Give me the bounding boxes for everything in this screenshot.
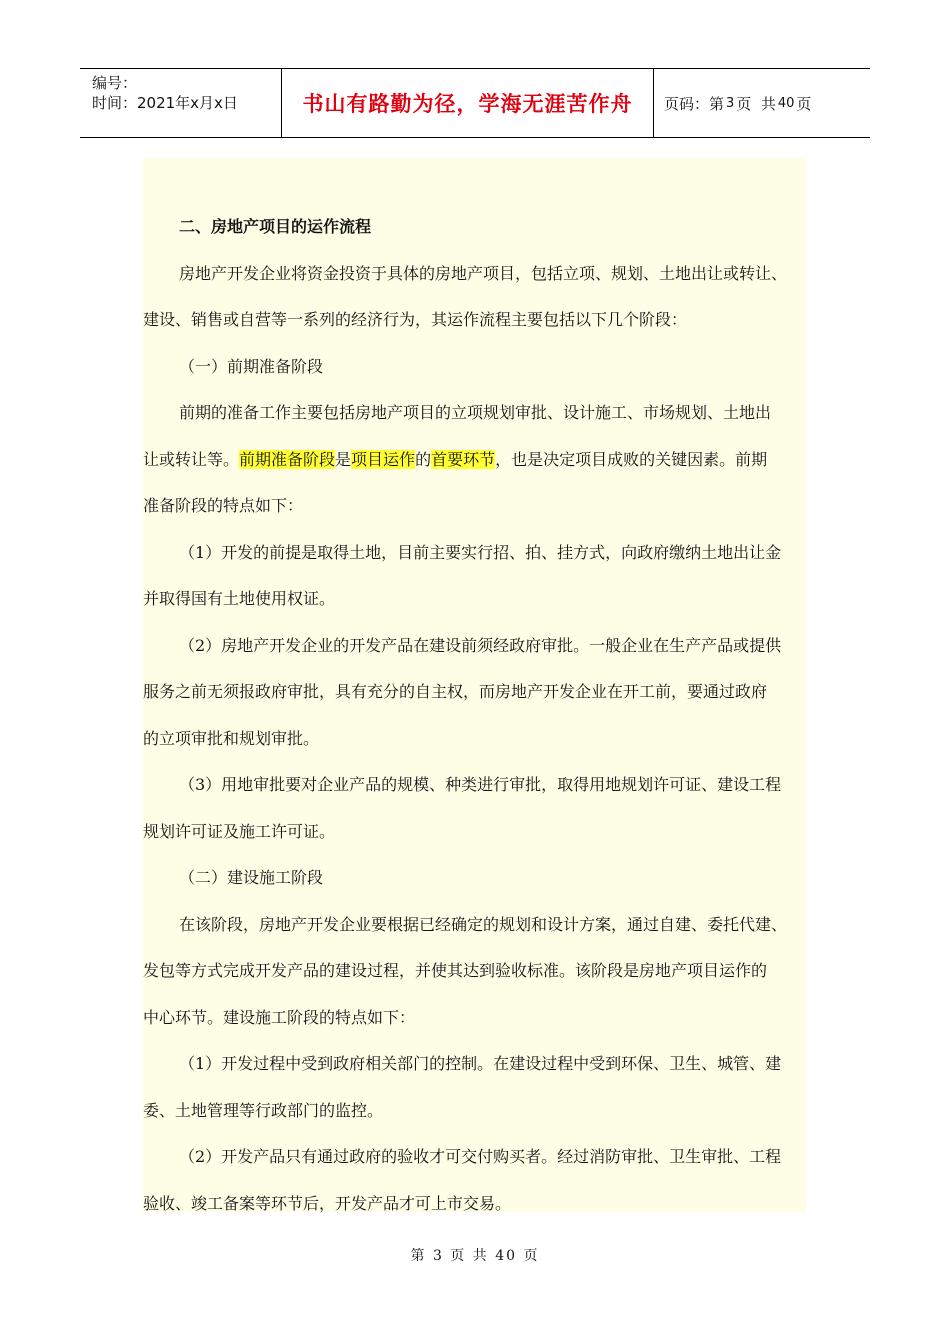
list-item-line: 的立项审批和规划审批。 (143, 728, 320, 748)
motto-text: 书山有路勤为径，学海无涯苦作舟 (302, 92, 633, 116)
highlighted-text: 项目运作 (351, 449, 416, 469)
page-middle: 页 共 (736, 94, 776, 113)
paragraph-line: 房地产开发企业将资金投资于具体的房地产项目，包括立项、规划、土地出让或转让、 (179, 263, 788, 283)
text-run: 的 (415, 449, 432, 469)
paragraph-line: 在该阶段，房地产开发企业要根据已经确定的规划和设计方案，通过自建、委托代建、 (179, 914, 788, 934)
header-page-number (654, 69, 870, 137)
paragraph-line: 准备阶段的特点如下： (143, 496, 304, 515)
page-header (80, 68, 870, 138)
paragraph-line: 中心环节。建设施工阶段的特点如下： (143, 1007, 416, 1027)
list-item-line: 验收、竣工备案等环节后，开发产品才可上市交易。 (143, 1193, 512, 1213)
highlighted-text: 首要环节 (431, 449, 496, 469)
subsection-title: （一）前期准备阶段 (179, 356, 324, 376)
page-suffix: 页 (796, 94, 812, 113)
paragraph-line: 建设、销售或自营等一系列的经济行为，其运作流程主要包括以下几个阶段： (143, 310, 688, 329)
list-item-line: （2）开发产品只有通过政府的验收才可交付购买者。经过消防审批、卫生审批、工程 (179, 1147, 782, 1166)
paragraph-line: 前期的准备工作主要包括房地产项目的立项规划审批、设计施工、市场规划、土地出 (179, 403, 772, 422)
document-body (143, 158, 806, 1212)
text-run: 是 (335, 449, 352, 469)
paragraph-line: 发包等方式完成开发产品的建设过程，并使其达到验收标准。该阶段是房地产项目运作的 (143, 961, 768, 980)
highlighted-text: 前期准备阶段 (239, 449, 336, 469)
list-item-line: （1）开发的前提是取得土地，目前主要实行招、拍、挂方式，向政府缴纳土地出让金 (179, 542, 782, 562)
page-prefix: 页码：第 (664, 94, 725, 113)
list-item-line: 规划许可证及施工许可证。 (143, 821, 336, 841)
page-total: 40 (777, 95, 795, 111)
header-meta (80, 69, 282, 137)
text-run: 让或转让等。 (143, 449, 240, 469)
list-item-line: 服务之前无须报政府审批，具有充分的自主权，而房地产开发企业在开工前，要通过政府 (143, 682, 768, 701)
page-current: 3 (726, 95, 735, 111)
list-item-line: （1）开发过程中受到政府相关部门的控制。在建设过程中受到环保、卫生、城管、建 (179, 1054, 782, 1073)
list-item-line: 委、土地管理等行政部门的监控。 (143, 1100, 384, 1120)
subsection-title: （二）建设施工阶段 (179, 868, 324, 887)
time-label: 时间：2021年x月x日 (92, 94, 238, 112)
page-footer: 第 3 页 共 40 页 (410, 1248, 540, 1264)
header-motto (282, 69, 654, 137)
section-title: 二、房地产项目的运作流程 (179, 217, 372, 236)
list-item-line: （2）房地产开发企业的开发产品在建设前须经政府审批。一般企业在生产产品或提供 (179, 635, 782, 655)
list-item-line: 并取得国有土地使用权证。 (143, 589, 336, 608)
list-item-line: （3）用地审批要对企业产品的规模、种类进行审批，取得用地规划许可证、建设工程 (179, 775, 782, 794)
paragraph-line (143, 437, 806, 484)
text-run: ，也是决定项目成败的关键因素。前期 (495, 449, 768, 469)
code-label: 编号： (92, 74, 138, 92)
